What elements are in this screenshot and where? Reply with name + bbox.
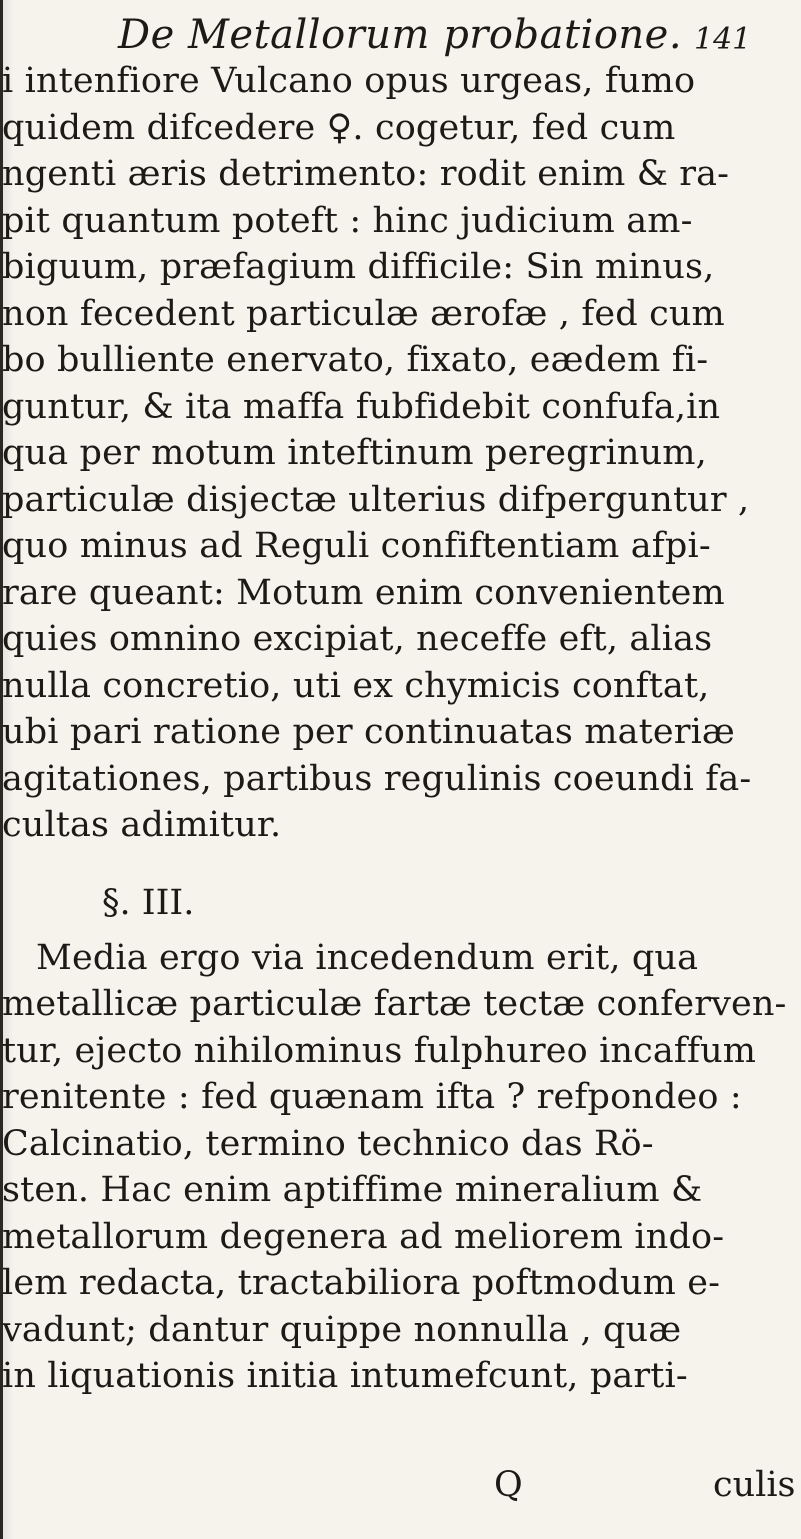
text-line: renitente : fed quænam ifta ? refpondeo : [2, 1077, 742, 1117]
text-line: i intenfiore Vulcano opus urgeas, fumo [2, 61, 696, 101]
page-number: 141 [694, 22, 752, 57]
text-line: particulæ disjectæ ulterius difperguntur , [2, 479, 750, 520]
text-line: non fecedent particulæ ærofæ , fed cum [2, 293, 725, 334]
text-line: quidem difcedere ♀. cogetur, fed cum [2, 107, 676, 148]
body-text [0, 58, 801, 1400]
text-line: Calcinatio, termino technico das Rö- [2, 1123, 654, 1164]
text-line: cultas adimitur. [2, 805, 282, 845]
text-line: guntur, & ita maffa fubfidebit confufa,in [2, 386, 721, 427]
text-line: ubi pari ratione per continuatas materiæ [2, 712, 735, 752]
text-line: sten. Hac enim aptiffime mineralium & [2, 1170, 703, 1210]
text-line: pit quantum poteft : hinc judicium am- [2, 200, 693, 241]
text-line: qua per motum inteftinum peregrinum, [2, 433, 707, 473]
text-line: tur, ejecto nihilominus fulphureo incaffum [2, 1030, 757, 1071]
catchword: culis [713, 1465, 796, 1505]
text-line: bo bulliente enervato, fixato, eædem fi- [2, 340, 709, 380]
text-line: metallicæ particulæ fartæ tectæ conferven- [2, 984, 787, 1024]
text-line: quies omnino excipiat, neceffe eft, alias [2, 619, 713, 659]
text-line: agitationes, partibus regulinis coeundi fa- [2, 758, 752, 799]
signature-mark: Q [494, 1465, 523, 1505]
text-line: rare queant: Motum enim convenientem [2, 572, 725, 613]
text-line: lem redacta, tractabiliora poftmodum e- [2, 1263, 721, 1303]
text-line: biguum, præfagium difficile: Sin minus, [2, 247, 715, 287]
text-line: nulla concretio, uti ex chymicis conftat, [2, 665, 710, 706]
text-line: vadunt; dantur quippe nonnulla , quæ [2, 1309, 682, 1350]
page-footer [0, 1465, 801, 1515]
running-title: De Metallorum probatione. [118, 12, 683, 58]
page-header [0, 6, 801, 66]
section-heading: §. III. [102, 882, 195, 923]
text-line: ngenti æris detrimento: rodit enim & ra- [2, 154, 730, 194]
text-line: quo minus ad Reguli confiftentiam afpi- [2, 526, 711, 566]
paragraph-first-line: Media ergo via incedendum erit, qua [36, 937, 699, 978]
text-line: in liquationis initia intumefcunt, parti- [2, 1356, 688, 1396]
text-line: metallorum degenera ad meliorem indo- [2, 1216, 725, 1257]
